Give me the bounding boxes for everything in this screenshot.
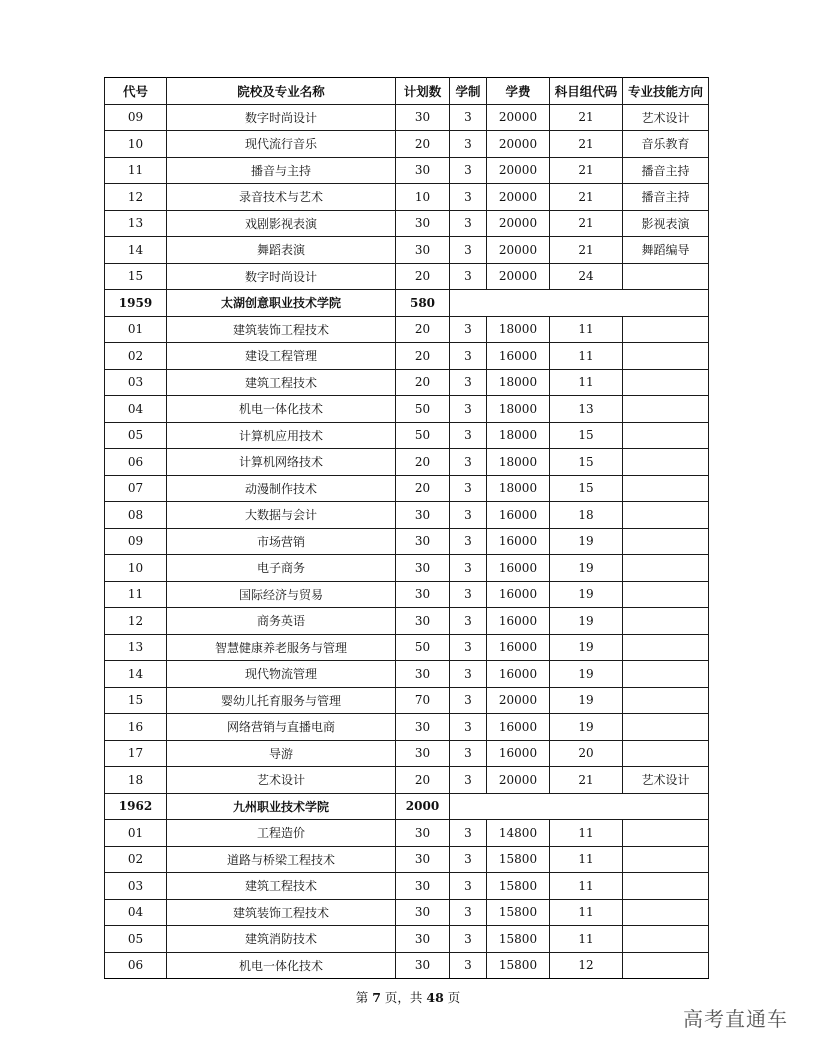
major-skill-direction (623, 422, 709, 449)
major-skill-direction (623, 502, 709, 529)
table-row (105, 184, 709, 211)
major-years: 3 (450, 237, 487, 264)
major-years: 3 (450, 131, 487, 158)
major-plan: 30 (396, 740, 450, 767)
major-code: 13 (105, 210, 167, 237)
major-fee: 16000 (487, 661, 550, 688)
major-code: 08 (105, 502, 167, 529)
table-row (105, 528, 709, 555)
footer-middle: 页，共 (380, 990, 427, 1005)
major-subject-group: 12 (550, 952, 623, 979)
institution-name: 太湖创意职业技术学院 (167, 290, 396, 317)
major-subject-group: 19 (550, 687, 623, 714)
major-plan: 30 (396, 104, 450, 131)
major-years: 3 (450, 263, 487, 290)
table-row (105, 820, 709, 847)
major-years: 3 (450, 369, 487, 396)
major-skill-direction (623, 396, 709, 423)
major-subject-group: 21 (550, 131, 623, 158)
major-fee: 18000 (487, 475, 550, 502)
major-years: 3 (450, 528, 487, 555)
major-skill-direction (623, 926, 709, 953)
major-years: 3 (450, 184, 487, 211)
major-name: 建筑工程技术 (167, 873, 396, 900)
major-years: 3 (450, 899, 487, 926)
major-years: 3 (450, 422, 487, 449)
major-fee: 20000 (487, 687, 550, 714)
major-years: 3 (450, 952, 487, 979)
major-subject-group: 15 (550, 475, 623, 502)
major-subject-group: 11 (550, 820, 623, 847)
major-years: 3 (450, 449, 487, 476)
major-fee: 15800 (487, 952, 550, 979)
major-name: 数字时尚设计 (167, 263, 396, 290)
institution-blank (450, 290, 709, 317)
major-name: 工程造价 (167, 820, 396, 847)
table-row (105, 846, 709, 873)
major-fee: 20000 (487, 767, 550, 794)
table-row (105, 740, 709, 767)
table-row (105, 687, 709, 714)
major-name: 商务英语 (167, 608, 396, 635)
table-row (105, 608, 709, 635)
major-skill-direction (623, 608, 709, 635)
major-name: 导游 (167, 740, 396, 767)
major-code: 18 (105, 767, 167, 794)
major-subject-group: 11 (550, 899, 623, 926)
major-skill-direction: 舞蹈编导 (623, 237, 709, 264)
major-years: 3 (450, 846, 487, 873)
major-fee: 20000 (487, 237, 550, 264)
major-years: 3 (450, 767, 487, 794)
major-name: 建筑消防技术 (167, 926, 396, 953)
major-subject-group: 19 (550, 555, 623, 582)
major-code: 16 (105, 714, 167, 741)
major-plan: 30 (396, 714, 450, 741)
major-plan: 30 (396, 952, 450, 979)
major-fee: 16000 (487, 528, 550, 555)
major-fee: 15800 (487, 926, 550, 953)
major-fee: 18000 (487, 369, 550, 396)
table-row (105, 475, 709, 502)
major-years: 3 (450, 714, 487, 741)
major-subject-group: 19 (550, 528, 623, 555)
major-code: 01 (105, 316, 167, 343)
major-fee: 18000 (487, 316, 550, 343)
major-fee: 16000 (487, 502, 550, 529)
table-row (105, 343, 709, 370)
major-skill-direction (623, 873, 709, 900)
major-name: 现代物流管理 (167, 661, 396, 688)
major-code: 06 (105, 952, 167, 979)
major-plan: 30 (396, 237, 450, 264)
major-code: 04 (105, 899, 167, 926)
major-name: 大数据与会计 (167, 502, 396, 529)
major-subject-group: 19 (550, 634, 623, 661)
major-subject-group: 19 (550, 608, 623, 635)
footer-suffix: 页 (443, 990, 461, 1005)
major-skill-direction: 艺术设计 (623, 767, 709, 794)
major-name: 国际经济与贸易 (167, 581, 396, 608)
major-skill-direction (623, 316, 709, 343)
major-fee: 15800 (487, 846, 550, 873)
header-name: 院校及专业名称 (167, 78, 396, 105)
table-row (105, 661, 709, 688)
major-plan: 50 (396, 634, 450, 661)
major-plan: 30 (396, 555, 450, 582)
major-name: 建筑装饰工程技术 (167, 899, 396, 926)
major-years: 3 (450, 157, 487, 184)
table-row (105, 422, 709, 449)
major-name: 艺术设计 (167, 767, 396, 794)
table-row (105, 502, 709, 529)
major-fee: 16000 (487, 714, 550, 741)
major-fee: 18000 (487, 422, 550, 449)
major-years: 3 (450, 873, 487, 900)
major-years: 3 (450, 555, 487, 582)
major-years: 3 (450, 926, 487, 953)
major-code: 15 (105, 263, 167, 290)
major-name: 智慧健康养老服务与管理 (167, 634, 396, 661)
major-plan: 20 (396, 343, 450, 370)
institution-blank (450, 793, 709, 820)
major-code: 03 (105, 873, 167, 900)
major-fee: 20000 (487, 104, 550, 131)
major-skill-direction (623, 581, 709, 608)
table-row (105, 555, 709, 582)
major-code: 01 (105, 820, 167, 847)
table-row (105, 926, 709, 953)
major-plan: 70 (396, 687, 450, 714)
major-subject-group: 21 (550, 767, 623, 794)
institution-name: 九州职业技术学院 (167, 793, 396, 820)
institution-plan: 2000 (396, 793, 450, 820)
institution-plan: 580 (396, 290, 450, 317)
footer-page-number: 7 (372, 990, 381, 1005)
major-plan: 30 (396, 846, 450, 873)
major-plan: 30 (396, 661, 450, 688)
major-subject-group: 21 (550, 237, 623, 264)
major-skill-direction (623, 714, 709, 741)
major-subject-group: 13 (550, 396, 623, 423)
major-skill-direction (623, 343, 709, 370)
major-fee: 20000 (487, 157, 550, 184)
major-code: 11 (105, 157, 167, 184)
major-code: 02 (105, 846, 167, 873)
major-plan: 30 (396, 528, 450, 555)
major-plan: 20 (396, 767, 450, 794)
major-name: 市场营销 (167, 528, 396, 555)
major-skill-direction (623, 899, 709, 926)
major-skill-direction (623, 449, 709, 476)
major-fee: 20000 (487, 184, 550, 211)
major-fee: 16000 (487, 608, 550, 635)
table-row (105, 131, 709, 158)
major-name: 动漫制作技术 (167, 475, 396, 502)
table-row (105, 104, 709, 131)
table-row (105, 952, 709, 979)
major-code: 10 (105, 555, 167, 582)
major-name: 舞蹈表演 (167, 237, 396, 264)
major-code: 17 (105, 740, 167, 767)
header-code: 代号 (105, 78, 167, 105)
major-subject-group: 15 (550, 449, 623, 476)
major-subject-group: 11 (550, 369, 623, 396)
table-row (105, 634, 709, 661)
major-skill-direction: 影视表演 (623, 210, 709, 237)
major-plan: 30 (396, 899, 450, 926)
major-fee: 15800 (487, 899, 550, 926)
major-plan: 20 (396, 369, 450, 396)
major-code: 14 (105, 661, 167, 688)
table-row (105, 157, 709, 184)
major-subject-group: 11 (550, 873, 623, 900)
major-code: 04 (105, 396, 167, 423)
major-name: 建筑装饰工程技术 (167, 316, 396, 343)
table-row (105, 237, 709, 264)
major-subject-group: 21 (550, 184, 623, 211)
major-plan: 30 (396, 820, 450, 847)
major-years: 3 (450, 316, 487, 343)
major-plan: 20 (396, 449, 450, 476)
major-subject-group: 19 (550, 714, 623, 741)
major-name: 婴幼儿托育服务与管理 (167, 687, 396, 714)
table-row (105, 263, 709, 290)
major-code: 13 (105, 634, 167, 661)
major-code: 03 (105, 369, 167, 396)
table-row (105, 449, 709, 476)
major-plan: 30 (396, 502, 450, 529)
major-years: 3 (450, 820, 487, 847)
enrollment-plan-table (104, 77, 709, 979)
major-name: 计算机网络技术 (167, 449, 396, 476)
table-row (105, 396, 709, 423)
major-skill-direction (623, 952, 709, 979)
major-name: 播音与主持 (167, 157, 396, 184)
major-plan: 20 (396, 475, 450, 502)
table-row (105, 899, 709, 926)
major-subject-group: 20 (550, 740, 623, 767)
major-skill-direction (623, 263, 709, 290)
table-row (105, 873, 709, 900)
major-code: 07 (105, 475, 167, 502)
major-fee: 20000 (487, 210, 550, 237)
major-skill-direction: 播音主持 (623, 184, 709, 211)
major-code: 14 (105, 237, 167, 264)
major-code: 12 (105, 608, 167, 635)
major-skill-direction (623, 687, 709, 714)
major-years: 3 (450, 740, 487, 767)
major-plan: 20 (396, 131, 450, 158)
major-skill-direction (623, 634, 709, 661)
header-plan: 计划数 (396, 78, 450, 105)
major-years: 3 (450, 634, 487, 661)
major-skill-direction (623, 369, 709, 396)
major-fee: 20000 (487, 263, 550, 290)
major-subject-group: 24 (550, 263, 623, 290)
major-code: 02 (105, 343, 167, 370)
table-row (105, 714, 709, 741)
table-row (105, 210, 709, 237)
major-years: 3 (450, 210, 487, 237)
major-plan: 10 (396, 184, 450, 211)
major-fee: 16000 (487, 634, 550, 661)
institution-row (105, 290, 709, 317)
major-subject-group: 19 (550, 581, 623, 608)
major-subject-group: 11 (550, 316, 623, 343)
major-code: 05 (105, 926, 167, 953)
major-skill-direction: 艺术设计 (623, 104, 709, 131)
major-subject-group: 19 (550, 661, 623, 688)
major-skill-direction (623, 475, 709, 502)
table-row (105, 369, 709, 396)
major-subject-group: 15 (550, 422, 623, 449)
major-plan: 30 (396, 157, 450, 184)
watermark: 高考直通车 (683, 1007, 788, 1031)
major-name: 机电一体化技术 (167, 396, 396, 423)
major-plan: 20 (396, 316, 450, 343)
major-subject-group: 11 (550, 926, 623, 953)
major-skill-direction: 播音主持 (623, 157, 709, 184)
major-fee: 16000 (487, 581, 550, 608)
major-fee: 20000 (487, 131, 550, 158)
major-years: 3 (450, 475, 487, 502)
header-fee: 学费 (487, 78, 550, 105)
major-subject-group: 21 (550, 210, 623, 237)
major-code: 09 (105, 104, 167, 131)
major-name: 机电一体化技术 (167, 952, 396, 979)
institution-code: 1962 (105, 793, 167, 820)
institution-row (105, 793, 709, 820)
major-code: 11 (105, 581, 167, 608)
major-plan: 30 (396, 581, 450, 608)
institution-code: 1959 (105, 290, 167, 317)
major-plan: 30 (396, 873, 450, 900)
major-name: 数字时尚设计 (167, 104, 396, 131)
major-code: 15 (105, 687, 167, 714)
header-years: 学制 (450, 78, 487, 105)
table-row (105, 316, 709, 343)
major-name: 网络营销与直播电商 (167, 714, 396, 741)
major-fee: 18000 (487, 449, 550, 476)
major-skill-direction (623, 820, 709, 847)
major-fee: 15800 (487, 873, 550, 900)
major-plan: 50 (396, 396, 450, 423)
major-skill-direction (623, 846, 709, 873)
header-skill: 专业技能方向 (623, 78, 709, 105)
major-name: 建筑工程技术 (167, 369, 396, 396)
major-subject-group: 18 (550, 502, 623, 529)
major-fee: 18000 (487, 396, 550, 423)
major-code: 06 (105, 449, 167, 476)
major-code: 12 (105, 184, 167, 211)
major-years: 3 (450, 343, 487, 370)
major-name: 戏剧影视表演 (167, 210, 396, 237)
footer-prefix: 第 (355, 990, 373, 1005)
major-years: 3 (450, 661, 487, 688)
header-group: 科目组代码 (550, 78, 623, 105)
major-plan: 50 (396, 422, 450, 449)
major-subject-group: 21 (550, 104, 623, 131)
major-name: 电子商务 (167, 555, 396, 582)
major-plan: 30 (396, 926, 450, 953)
major-subject-group: 11 (550, 343, 623, 370)
major-years: 3 (450, 687, 487, 714)
major-name: 现代流行音乐 (167, 131, 396, 158)
major-name: 建设工程管理 (167, 343, 396, 370)
major-plan: 30 (396, 608, 450, 635)
major-years: 3 (450, 581, 487, 608)
major-fee: 16000 (487, 343, 550, 370)
major-skill-direction (623, 740, 709, 767)
major-fee: 16000 (487, 555, 550, 582)
major-years: 3 (450, 104, 487, 131)
footer-total-pages: 48 (426, 990, 444, 1005)
major-years: 3 (450, 608, 487, 635)
major-plan: 20 (396, 263, 450, 290)
table-row (105, 581, 709, 608)
major-name: 计算机应用技术 (167, 422, 396, 449)
table-header-row (105, 78, 709, 105)
major-years: 3 (450, 502, 487, 529)
major-fee: 14800 (487, 820, 550, 847)
major-code: 05 (105, 422, 167, 449)
table-row (105, 767, 709, 794)
major-skill-direction (623, 555, 709, 582)
major-plan: 30 (396, 210, 450, 237)
major-skill-direction (623, 528, 709, 555)
major-code: 09 (105, 528, 167, 555)
major-name: 录音技术与艺术 (167, 184, 396, 211)
major-years: 3 (450, 396, 487, 423)
major-fee: 16000 (487, 740, 550, 767)
major-subject-group: 11 (550, 846, 623, 873)
major-code: 10 (105, 131, 167, 158)
major-skill-direction (623, 661, 709, 688)
major-name: 道路与桥梁工程技术 (167, 846, 396, 873)
major-skill-direction: 音乐教育 (623, 131, 709, 158)
major-subject-group: 21 (550, 157, 623, 184)
